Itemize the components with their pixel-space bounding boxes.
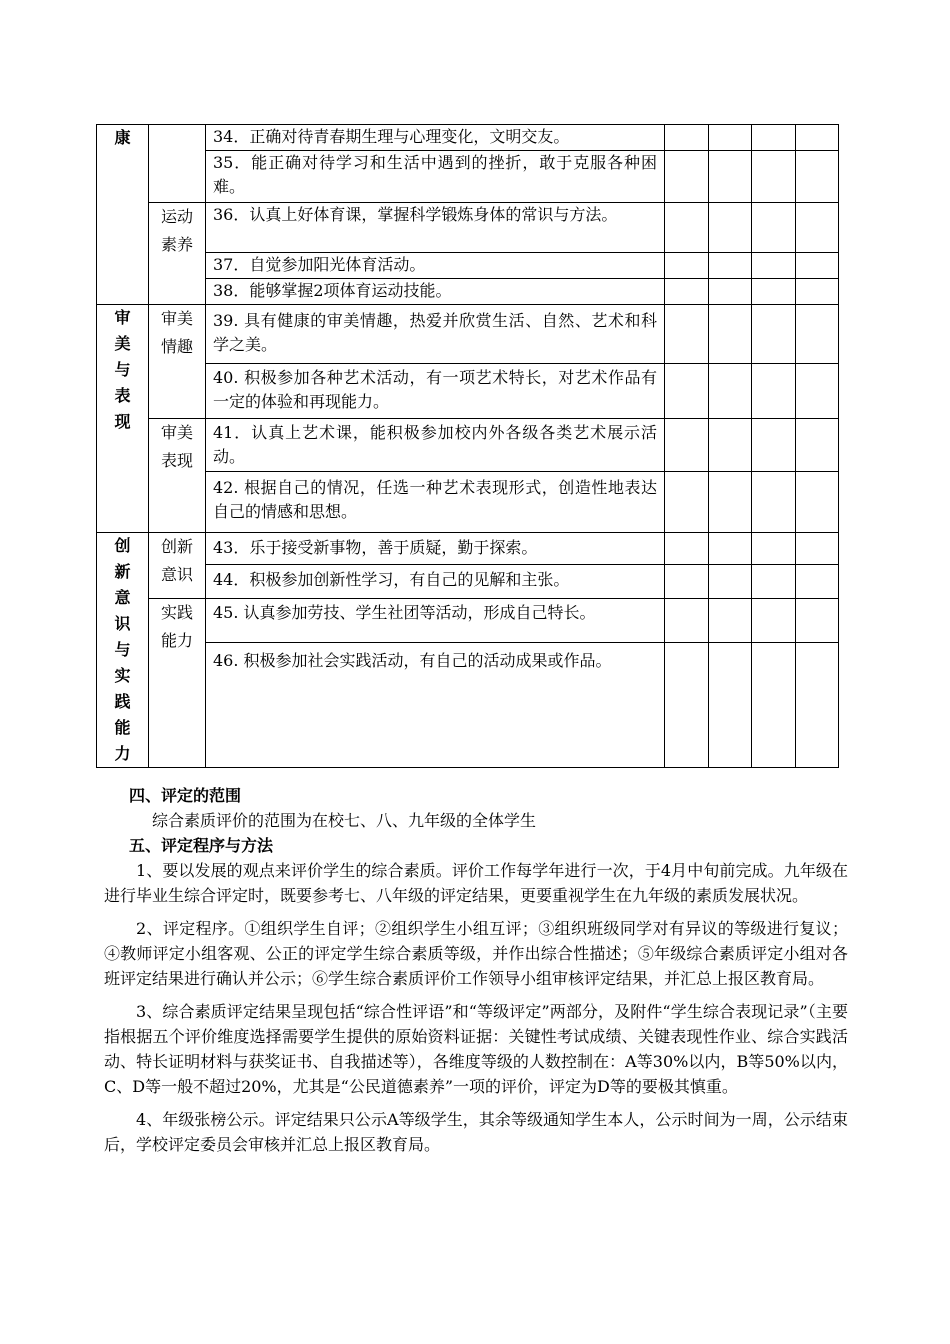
score-cell[interactable] xyxy=(709,643,752,768)
score-cell[interactable] xyxy=(752,364,796,419)
table-row xyxy=(97,599,839,643)
body-text xyxy=(104,783,848,1157)
criterion-item: 43．乐于接受新事物，善于质疑，勤于探索。 xyxy=(206,533,665,565)
score-cell[interactable] xyxy=(665,472,709,533)
table-row xyxy=(97,643,839,768)
criterion-item: 39. 具有健康的审美情趣，热爱并欣赏生活、自然、艺术和科学之美。 xyxy=(206,305,665,364)
dimension-innovation-practice: 创新意识与实践能力 xyxy=(97,533,149,768)
score-cell[interactable] xyxy=(752,643,796,768)
table-row xyxy=(97,279,839,305)
paragraph: 4、年级张榜公示。评定结果只公示A等级学生，其余等级通知学生本人，公示时间为一周，公示结束后，学校评定委员会审核并汇总上报区教育局。 xyxy=(104,1110,848,1154)
criterion-item: 34．正确对待青春期生理与心理变化，文明交友。 xyxy=(206,125,665,151)
score-cell[interactable] xyxy=(709,364,752,419)
score-cell[interactable] xyxy=(665,253,709,279)
score-cell[interactable] xyxy=(709,419,752,472)
score-cell[interactable] xyxy=(709,472,752,533)
score-cell[interactable] xyxy=(796,125,839,151)
table-row xyxy=(97,125,839,151)
criterion-item: 36．认真上好体育课，掌握科学锻炼身体的常识与方法。 xyxy=(206,203,665,253)
table-row xyxy=(97,533,839,565)
table-row xyxy=(97,419,839,472)
score-cell[interactable] xyxy=(796,565,839,599)
dimension-aesthetics: 审美与表现 xyxy=(97,305,149,533)
table-row xyxy=(97,203,839,253)
criterion-item: 35．能正确对待学习和生活中遇到的挫折，敢于克服各种困难。 xyxy=(206,151,665,203)
score-cell[interactable] xyxy=(752,599,796,643)
score-cell[interactable] xyxy=(796,253,839,279)
criterion-item: 45. 认真参加劳技、学生社团等活动，形成自己特长。 xyxy=(206,599,665,643)
score-cell[interactable] xyxy=(709,203,752,253)
score-cell[interactable] xyxy=(665,565,709,599)
paragraph: 3、综合素质评定结果呈现包括“综合性评语”和“等级评定”两部分，及附件“学生综合表现记录”（主要指根据五个评价维度选择需要学生提供的原始资料证据：关键性考试成绩、关键表现性作业、综合实践活动、特长证明材料与获奖证书、自我描述等），各维度等级的人数控制在：A等30%以内，B等50%以内，C、D等一般不超过20%，尤其是“公民道德素养”一项的评价，评定为D等的要极其慎重。 xyxy=(104,1002,848,1096)
score-cell[interactable] xyxy=(665,643,709,768)
sub-dimension-sports: 运动素养 xyxy=(149,203,206,305)
table-row xyxy=(97,253,839,279)
score-cell[interactable] xyxy=(709,279,752,305)
score-cell[interactable] xyxy=(665,279,709,305)
score-cell[interactable] xyxy=(709,533,752,565)
score-cell[interactable] xyxy=(709,253,752,279)
criterion-item: 46. 积极参加社会实践活动，有自己的活动成果或作品。 xyxy=(206,643,665,768)
table-row xyxy=(97,472,839,533)
score-cell[interactable] xyxy=(709,599,752,643)
score-cell[interactable] xyxy=(752,533,796,565)
score-cell[interactable] xyxy=(665,364,709,419)
section-heading-scope: 四、评定的范围 xyxy=(129,786,242,805)
score-cell[interactable] xyxy=(752,253,796,279)
paragraph: 1、要以发展的观点来评价学生的综合素质。评价工作每学年进行一次，于4月中旬前完成。九年级在进行毕业生综合评定时，既要参考七、八年级的评定结果，更要重视学生在九年级的素质发展状况。 xyxy=(104,861,848,905)
score-cell[interactable] xyxy=(665,533,709,565)
score-cell[interactable] xyxy=(796,305,839,364)
score-cell[interactable] xyxy=(796,533,839,565)
score-cell[interactable] xyxy=(796,599,839,643)
table-row xyxy=(97,151,839,203)
dimension-health: 康 xyxy=(97,125,149,305)
score-cell[interactable] xyxy=(796,472,839,533)
score-cell[interactable] xyxy=(752,472,796,533)
score-cell[interactable] xyxy=(665,125,709,151)
score-cell[interactable] xyxy=(752,151,796,203)
criterion-item: 44．积极参加创新性学习，有自己的见解和主张。 xyxy=(206,565,665,599)
table-row xyxy=(97,565,839,599)
score-cell[interactable] xyxy=(665,305,709,364)
score-cell[interactable] xyxy=(709,565,752,599)
score-cell[interactable] xyxy=(752,419,796,472)
criterion-item: 37．自觉参加阳光体育活动。 xyxy=(206,253,665,279)
score-cell[interactable] xyxy=(665,151,709,203)
score-cell[interactable] xyxy=(709,125,752,151)
score-cell[interactable] xyxy=(709,151,752,203)
score-cell[interactable] xyxy=(796,279,839,305)
paragraph: 综合素质评价的范围为在校七、八、九年级的全体学生 xyxy=(152,811,537,830)
sub-dimension-cell xyxy=(149,125,206,203)
score-cell[interactable] xyxy=(796,419,839,472)
section-heading-procedure: 五、评定程序与方法 xyxy=(129,836,274,855)
score-cell[interactable] xyxy=(665,203,709,253)
score-cell[interactable] xyxy=(752,125,796,151)
score-cell[interactable] xyxy=(665,599,709,643)
score-cell[interactable] xyxy=(752,305,796,364)
criterion-item: 41．认真上艺术课，能积极参加校内外各级各类艺术展示活动。 xyxy=(206,419,665,472)
criterion-item: 40. 积极参加各种艺术活动，有一项艺术特长，对艺术作品有一定的体验和再现能力。 xyxy=(206,364,665,419)
table-row xyxy=(97,364,839,419)
criterion-item: 42. 根据自己的情况，任选一种艺术表现形式，创造性地表达自己的情感和思想。 xyxy=(206,472,665,533)
score-cell[interactable] xyxy=(796,151,839,203)
criterion-item: 38．能够掌握2项体育运动技能。 xyxy=(206,279,665,305)
score-cell[interactable] xyxy=(752,565,796,599)
score-cell[interactable] xyxy=(796,643,839,768)
table-row xyxy=(97,305,839,364)
score-cell[interactable] xyxy=(665,419,709,472)
paragraph: 2、评定程序。①组织学生自评；②组织学生小组互评；③组织班级同学对有异议的等级进行复议；④教师评定小组客观、公正的评定学生综合素质等级，并作出综合性描述；⑤年级综合素质评定小组对各班评定结果进行确认并公示；⑥学生综合素质评价工作领导小组审核评定结果，并汇总上报区教育局。 xyxy=(104,919,848,988)
score-cell[interactable] xyxy=(796,364,839,419)
sub-dimension-aesthetic-taste: 审美情趣 xyxy=(149,305,206,419)
score-cell[interactable] xyxy=(752,279,796,305)
sub-dimension-aesthetic-expression: 审美表现 xyxy=(149,419,206,533)
sub-dimension-innovation: 创新意识 xyxy=(149,533,206,599)
score-cell[interactable] xyxy=(709,305,752,364)
evaluation-table xyxy=(96,124,839,768)
score-cell[interactable] xyxy=(796,203,839,253)
score-cell[interactable] xyxy=(752,203,796,253)
sub-dimension-practice: 实践能力 xyxy=(149,599,206,768)
